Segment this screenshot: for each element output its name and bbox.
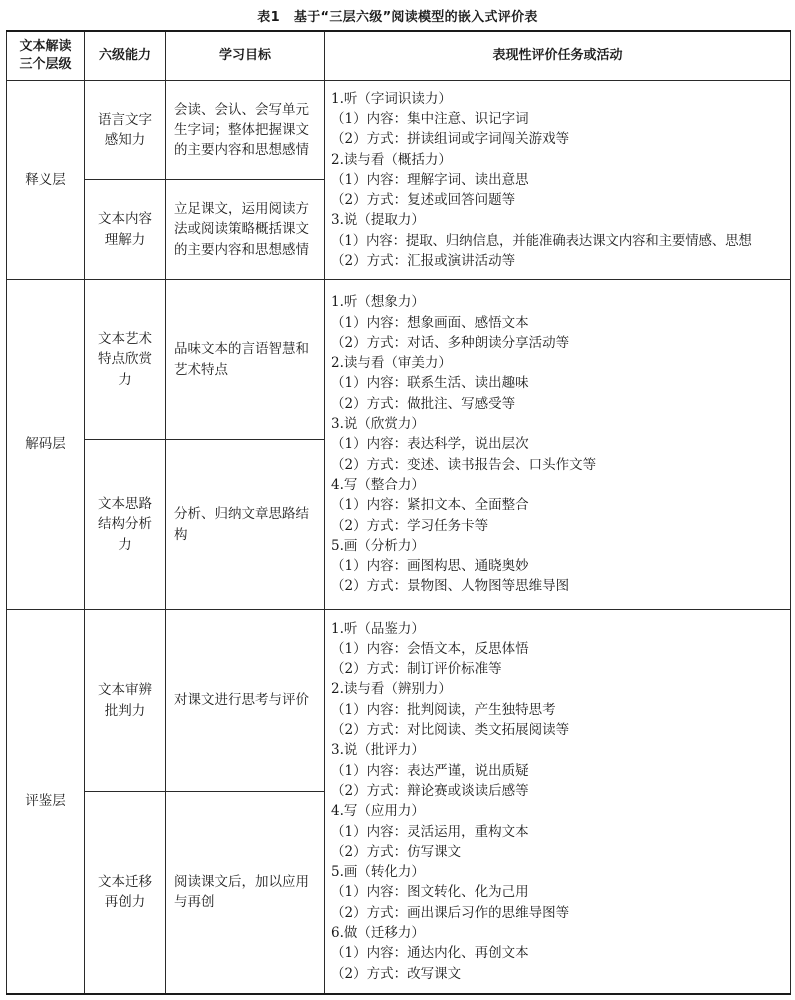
- header-tasks: 表现性评价任务或活动: [325, 31, 791, 81]
- table-row: [7, 280, 791, 440]
- task-line: （1）内容：集中注意、识记字词: [331, 110, 529, 127]
- task-line: （2）方式：仿写课文: [331, 843, 462, 860]
- task-line: 1.听（想象力）: [331, 294, 425, 311]
- task-line: （2）方式：辩论赛或谈读后感等: [331, 782, 529, 799]
- task-line: 3.说（欣赏力）: [331, 416, 425, 433]
- task-line: 2.读与看（审美力）: [331, 355, 452, 372]
- header-abilities: 六级能力: [85, 31, 166, 81]
- task-line: （1）内容：通达内化、再创文本: [331, 945, 529, 962]
- task-line: 2.读与看（概括力）: [331, 151, 452, 168]
- task-line: 6.做（迁移力）: [331, 925, 425, 942]
- task-line: （2）方式：对比阅读、类文拓展阅读等: [331, 722, 570, 739]
- task-line: 5.画（转化力）: [331, 864, 425, 881]
- goal-cell: 对课文进行思考与评价: [166, 610, 325, 792]
- goal-cell: 阅读课文后，加以应用与再创: [166, 792, 325, 994]
- task-line: （1）内容：紧扣文本、全面整合: [331, 497, 529, 514]
- task-line: （1）内容：联系生活、读出趣味: [331, 375, 529, 392]
- level-cell-evaluation: 评鉴层: [7, 610, 85, 994]
- level-cell-decoding: 解码层: [7, 280, 85, 610]
- task-line: （2）方式：复述或回答问题等: [331, 192, 516, 209]
- task-line: 1.听（字词识读力）: [331, 90, 452, 107]
- task-line: （1）内容：理解字词、读出意思: [331, 171, 529, 188]
- goal-cell: 品味文本的言语智慧和艺术特点: [166, 280, 325, 440]
- goal-cell: 立足课文，运用阅读方法或阅读策略概括课文的主要内容和思想感情: [166, 180, 325, 280]
- table-row: [7, 610, 791, 792]
- task-line: 3.说（批评力）: [331, 742, 425, 759]
- level-cell-interpretation: 释义层: [7, 81, 85, 280]
- tasks-cell-evaluation: [325, 610, 791, 994]
- task-line: （1）内容：灵活运用，重构文本: [331, 823, 529, 840]
- tasks-cell-decoding: [325, 280, 791, 610]
- task-line: （2）方式：拼读组词或字词闯关游戏等: [331, 131, 570, 148]
- task-line: （1）内容：提取、归纳信息，并能准确表达课文内容和主要情感、思想: [331, 232, 752, 249]
- task-line: （2）方式：做批注、写感受等: [331, 395, 516, 412]
- ability-cell: 文本思路结构分析力: [85, 440, 166, 610]
- goal-cell: 分析、归纳文章思路结构: [166, 440, 325, 610]
- header-levels: 文本解读三个层级: [7, 31, 85, 81]
- table-number: 表1: [257, 10, 280, 25]
- task-line: 3.说（提取力）: [331, 212, 425, 229]
- task-line: （1）内容：表达科学，说出层次: [331, 436, 529, 453]
- task-line: （2）方式：画出课后习作的思维导图等: [331, 904, 570, 921]
- task-line: （2）方式：景物图、人物图等思维导图: [331, 578, 570, 595]
- task-line: （2）方式：对话、多种朗读分享活动等: [331, 334, 570, 351]
- task-line: （2）方式：改写课文: [331, 965, 462, 982]
- task-line: 1.听（品鉴力）: [331, 620, 425, 637]
- table-caption: [0, 6, 795, 25]
- ability-cell: 文本艺术特点欣赏力: [85, 280, 166, 440]
- task-line: （2）方式：制订评价标准等: [331, 661, 502, 678]
- goal-cell: 会读、会认、会写单元生字词；整体把握课文的主要内容和思想感情: [166, 81, 325, 180]
- task-line: （2）方式：学习任务卡等: [331, 517, 489, 534]
- task-line: （2）方式：变述、读书报告会、口头作文等: [331, 456, 597, 473]
- task-line: 2.读与看（辨别力）: [331, 681, 452, 698]
- tasks-cell-interpretation: [325, 81, 791, 280]
- table-row: [7, 81, 791, 180]
- task-line: （2）方式：汇报或演讲活动等: [331, 253, 516, 270]
- task-line: （1）内容：想象画面、感悟文本: [331, 314, 529, 331]
- table-header-row: [7, 31, 791, 81]
- task-line: 5.画（分析力）: [331, 537, 425, 554]
- task-line: （1）内容：图文转化、化为己用: [331, 884, 529, 901]
- ability-cell: 文本迁移再创力: [85, 792, 166, 994]
- task-line: （1）内容：批判阅读，产生独特思考: [331, 701, 556, 718]
- task-line: （1）内容：会悟文本，反思体悟: [331, 640, 529, 657]
- table-title: 基于“三层六级”阅读模型的嵌入式评价表: [293, 10, 538, 25]
- task-line: （1）内容：画图构思、通晓奥妙: [331, 558, 529, 575]
- task-line: 4.写（应用力）: [331, 803, 425, 820]
- task-line: 4.写（整合力）: [331, 476, 425, 493]
- task-line: （1）内容：表达严谨，说出质疑: [331, 762, 529, 779]
- ability-cell: 文本审辨批判力: [85, 610, 166, 792]
- evaluation-table: [6, 30, 791, 995]
- ability-cell: 语言文字感知力: [85, 81, 166, 180]
- header-goals: 学习目标: [166, 31, 325, 81]
- ability-cell: 文本内容理解力: [85, 180, 166, 280]
